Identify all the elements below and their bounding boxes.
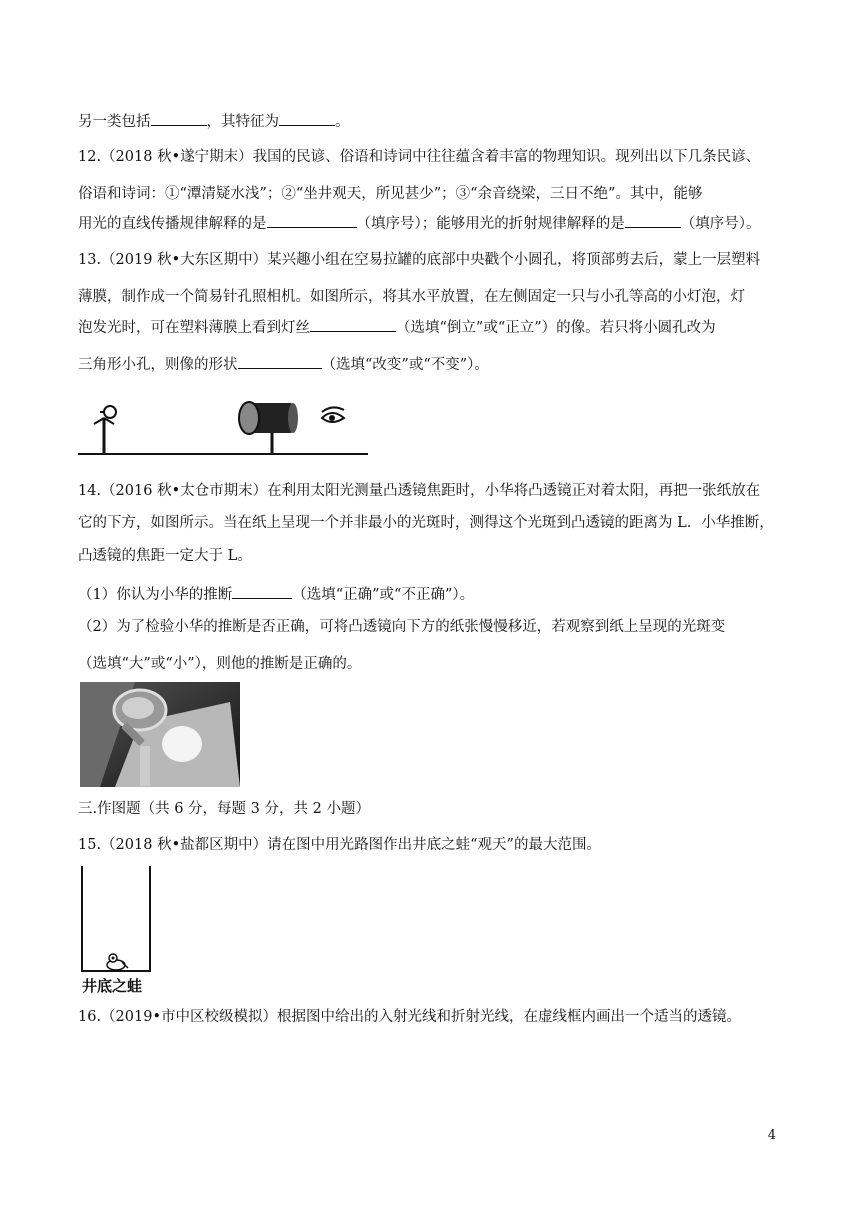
answer-blank[interactable] [238,353,322,369]
convex-lens-photo [80,682,240,787]
text: （填序号）；能够用光的折射规律解释的是 [356,216,625,232]
text: 另一类包括 [78,114,151,130]
q14-line-4 [78,583,474,605]
q13-line-1: 13.（2019 秋•大东区期中）某兴趣小组在空易拉罐的底部中央戳个小圆孔，将顶部剪去后，蒙上一层塑料 [78,252,761,268]
well-frog-label: 井底之蛙 [82,977,143,995]
q13-line-2: 薄膜，制作成一个简易针孔照相机。如图所示，将其水平放置，在左侧固定一只与小孔等高的小灯泡，灯 [78,289,745,305]
text: 用光的直线传播规律解释的是 [78,216,267,232]
answer-blank[interactable] [267,212,357,228]
answer-blank[interactable] [232,583,292,599]
q14-line-6: （选填“大”或“小”），则他的推断是正确的。 [78,656,362,672]
answer-blank[interactable] [310,316,396,332]
q15-line: 15.（2018 秋•盐都区期中）请在图中用光路图作出井底之蛙“观天”的最大范围。 [78,837,601,853]
text: （填序号）。 [680,216,761,232]
text: （1）你认为小华的推断 [78,587,233,603]
q13-line-4 [78,353,489,375]
answer-blank[interactable] [625,212,681,228]
q14-line-3: 凸透镜的焦距一定大于 L。 [78,548,252,564]
text: （选填“倒立”或“正立”）的像。若只将小圆孔改为 [396,320,716,336]
page-number: 4 [767,1128,776,1143]
q14-line-2: 它的下方，如图所示。当在纸上呈现一个并非最小的光斑时，测得这个光斑到凸透镜的距离为 L．小华推断， [78,515,774,531]
text: 三角形小孔，则像的形状 [78,357,238,373]
q16-line: 16.（2019•市中区校级模拟）根据图中给出的入射光线和折射光线，在虚线框内画出一个适当的透镜。 [78,1009,742,1025]
text: 。 [335,114,350,130]
q12-line-2: 俗语和诗词：①“潭清疑水浅”；②“坐井观天，所见甚少”；③“余音绕梁，三日不绝”。其中，能够 [78,186,703,202]
q11-tail-line [78,110,350,132]
section-3-heading: 三.作图题（共 6 分，每题 3 分，共 2 小题） [78,801,370,817]
text: （选填“改变”或“不变”）。 [321,357,489,373]
text: （选填“正确”或“不正确”）。 [292,587,475,603]
answer-blank[interactable] [279,110,335,126]
text: ，其特征为 [206,114,279,130]
q13-line-3 [78,316,716,338]
q12-line-3 [78,212,761,234]
q12-line-1: 12.（2018 秋•遂宁期末）我国的民谚、俗语和诗词中往往蕴含着丰富的物理知识。现列出以下几条民谚、 [78,149,761,165]
text: 泡发光时，可在塑料薄膜上看到灯丝 [78,320,310,336]
frog-icon [107,954,128,970]
pinhole-camera-figure [78,396,368,466]
q14-line-5: （2）为了检验小华的推断是否正确，可将凸透镜向下方的纸张慢慢移近，若观察到纸上呈现的光斑变 [78,619,726,635]
answer-blank[interactable] [151,110,207,126]
q14-line-1: 14.（2016 秋•太仓市期末）在利用太阳光测量凸透镜焦距时，小华将凸透镜正对着太阳，再把一张纸放在 [78,483,761,499]
